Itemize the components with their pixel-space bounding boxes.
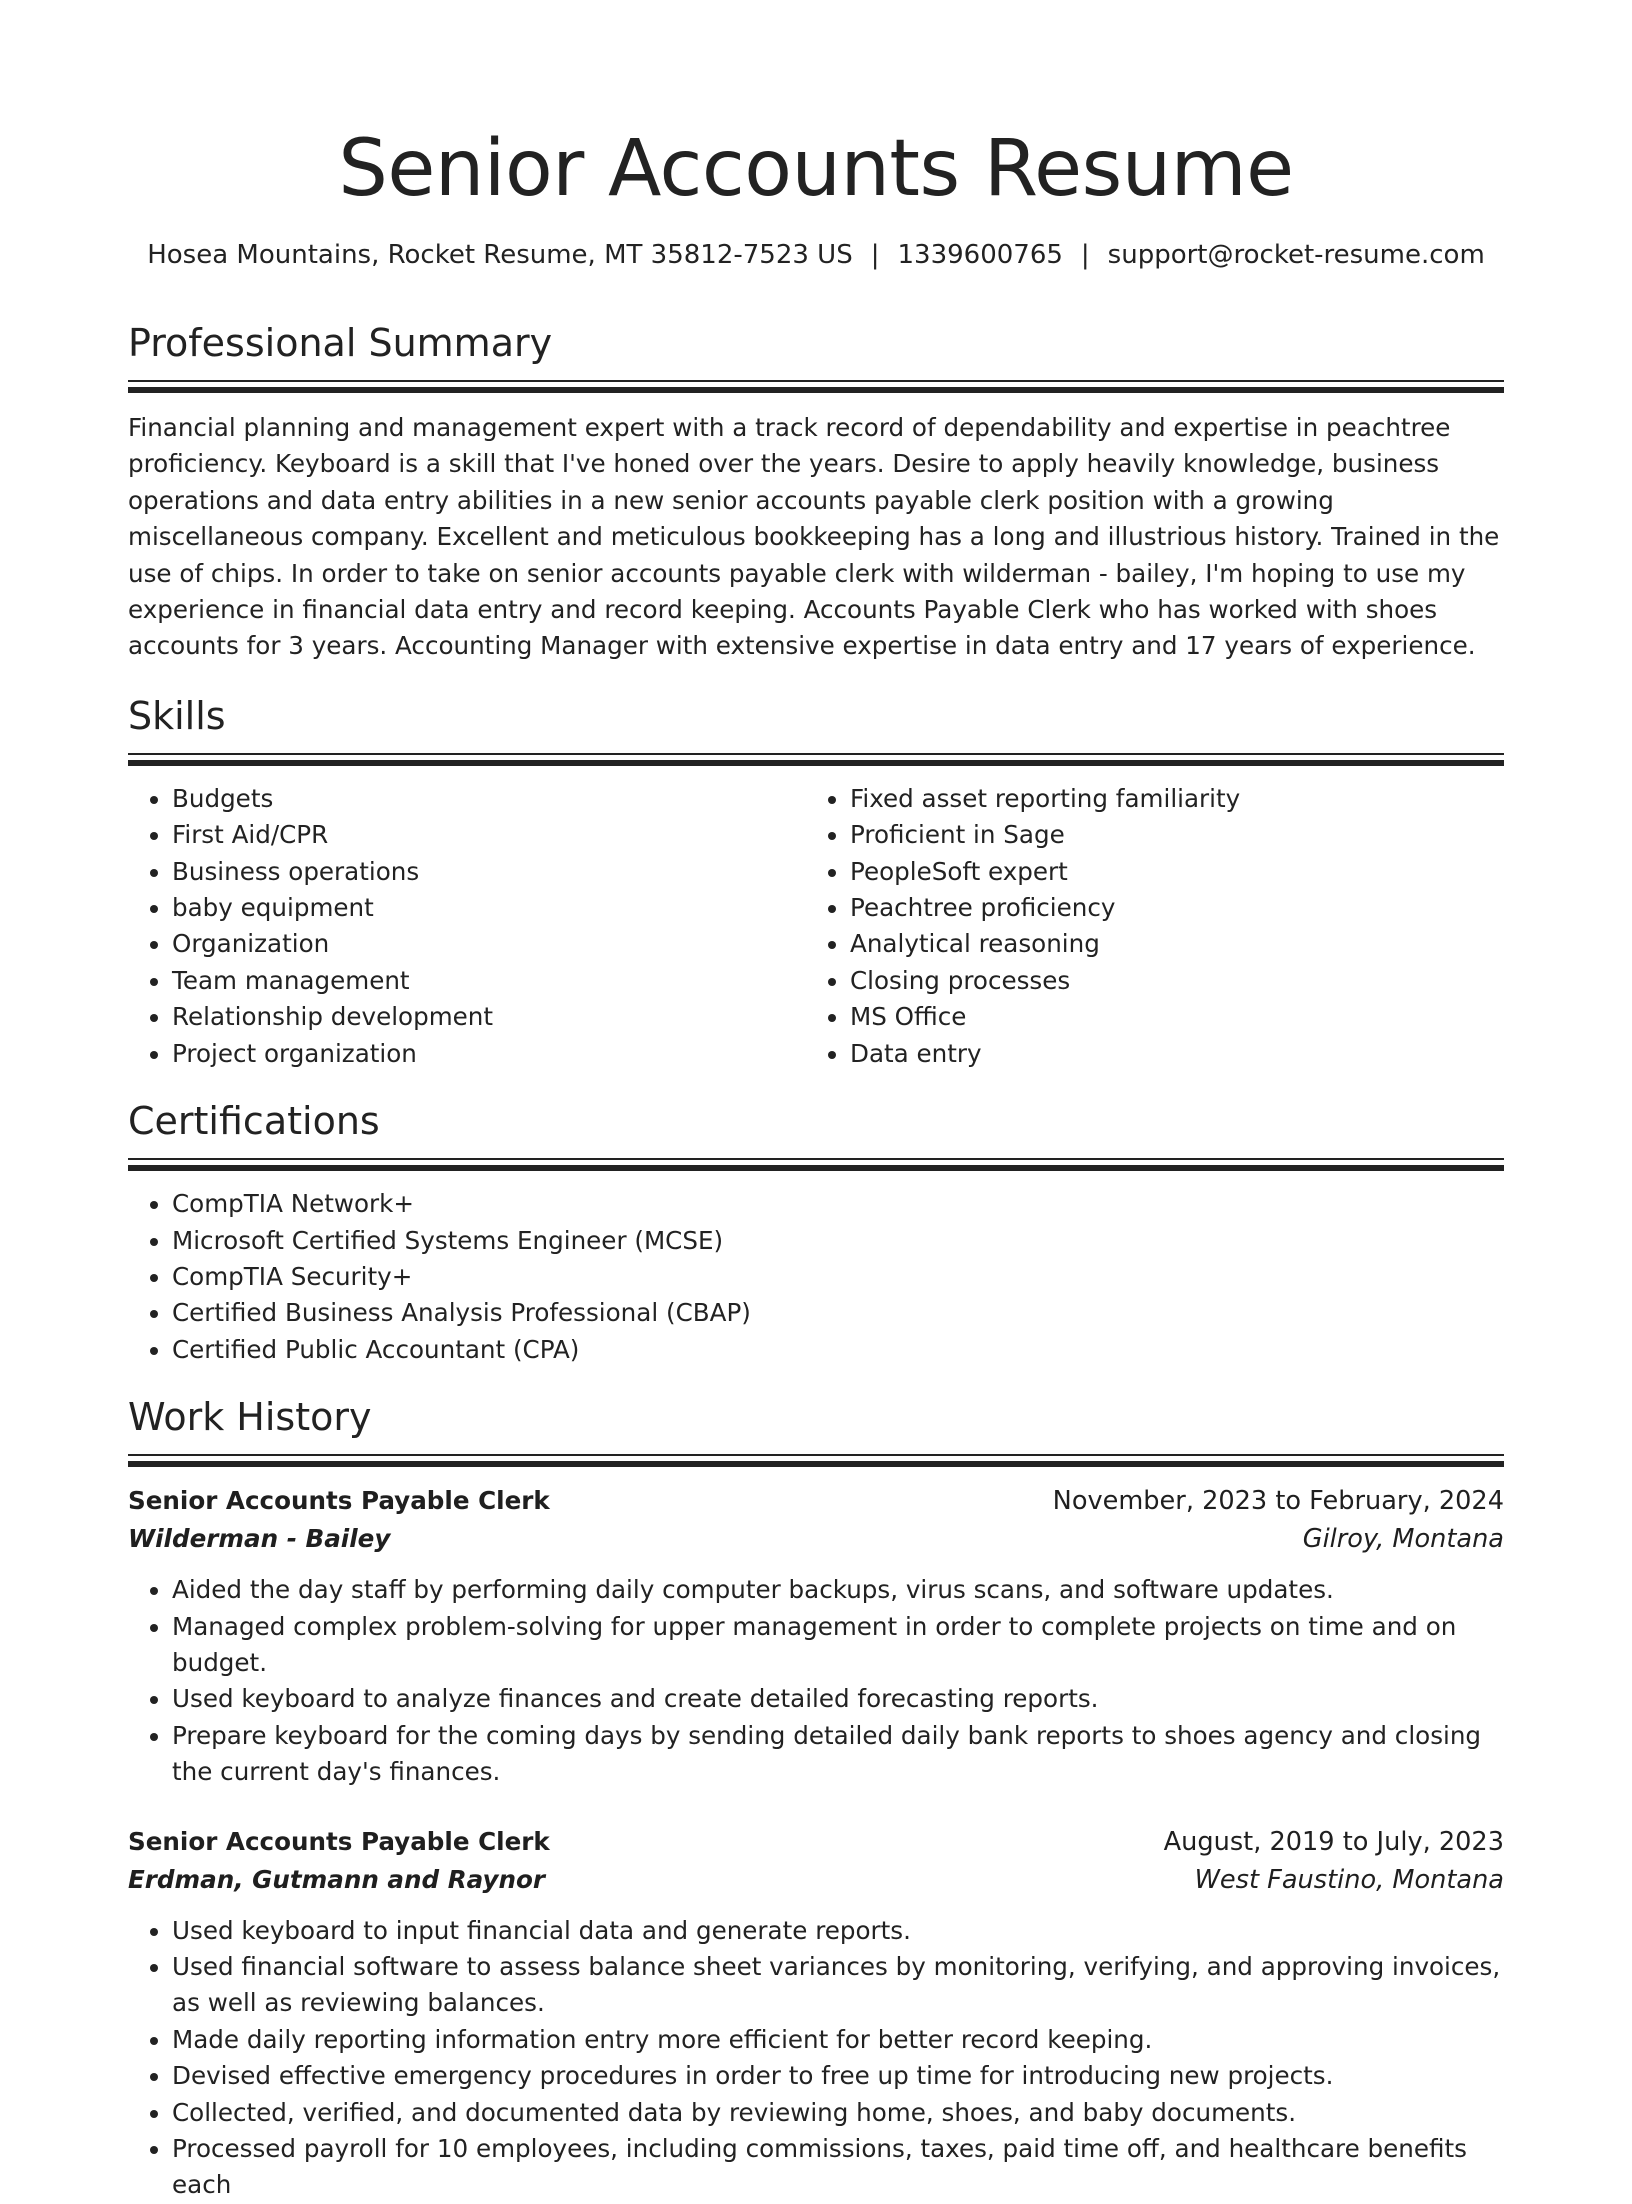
skill-item: • Closing processes	[850, 963, 1484, 999]
job-subheader	[128, 1861, 1504, 1899]
job-header	[128, 1482, 1504, 1520]
section-divider	[128, 753, 1504, 765]
job-dates: November, 2023 to February, 2024	[1052, 1486, 1504, 1517]
job-subheader	[128, 1520, 1504, 1558]
job-bullets	[128, 1572, 1504, 1790]
skills-list	[128, 781, 806, 1072]
section-heading: Certifications	[128, 1099, 380, 1144]
summary-text: Financial planning and management expert with a track record of dependability and expertise in peachtree proficiency. Keyboard is a skill that I've honed over the years. Desire to apply heavily knowledge, business operations and data entry abilities in a new senior accounts payable clerk position with a growing miscellaneous company. Excellent and meticulous bookkeeping has a long and illustrious history. Trained in the use of chips. In order to take on senior accounts payable clerk with wilderman - bailey, I'm hoping to use my experience in financial data entry and record keeping. Accounts Payable Clerk who has worked with shoes accounts for 3 years. Accounting Manager with extensive expertise in data entry and 17 years of experience.	[128, 413, 1500, 661]
skill-item: • baby equipment	[172, 890, 806, 926]
certifications-section	[128, 1098, 1504, 1368]
job-bullet: • Devised effective emergency procedures in order to free up time for introducing new projects.	[172, 2058, 1504, 2094]
section-heading: Skills	[128, 693, 226, 738]
contact-phone: 1339600765	[897, 240, 1063, 270]
contact-separator: |	[870, 240, 880, 270]
skill-item: • Fixed asset reporting familiarity	[850, 781, 1484, 817]
job-bullet: • Collected, verified, and documented data by reviewing home, shoes, and baby documents.	[172, 2095, 1504, 2131]
contact-address: Hosea Mountains, Rocket Resume, MT 35812-7523 US	[147, 240, 853, 270]
job-bullet: • Used keyboard to input financial data and generate reports.	[172, 1913, 1504, 1949]
job-location: West Faustino, Montana	[1194, 1864, 1504, 1895]
certifications-list	[128, 1186, 1504, 1368]
skill-item: • First Aid/CPR	[172, 817, 806, 853]
contact-separator: |	[1080, 240, 1090, 270]
work-history-section	[128, 1394, 1504, 2204]
certification-item: • CompTIA Security+	[172, 1259, 1504, 1295]
job-bullet: • Aided the day staff by performing daily computer backups, virus scans, and software updates.	[172, 1572, 1504, 1608]
skill-item: • Project organization	[172, 1036, 806, 1072]
section-divider	[128, 380, 1504, 392]
skill-item: • Analytical reasoning	[850, 926, 1484, 962]
certification-item: • Certified Business Analysis Professional (CBAP)	[172, 1295, 1504, 1331]
job-bullet: • Used financial software to assess balance sheet variances by monitoring, verifying, and approving invoices, as well as reviewing balances.	[172, 1949, 1504, 2022]
job-bullet: • Used keyboard to analyze finances and create detailed forecasting reports.	[172, 1681, 1504, 1717]
job-header	[128, 1823, 1504, 1861]
section-heading: Work History	[128, 1395, 372, 1440]
job-company: Erdman, Gutmann and Raynor	[128, 1864, 546, 1894]
job-entry	[128, 1482, 1504, 1790]
skills-column-left	[128, 781, 806, 1072]
section-divider	[128, 1158, 1504, 1170]
skill-item: • Peachtree proficiency	[850, 890, 1484, 926]
job-bullet: • Processed payroll for 10 employees, including commissions, taxes, paid time off, and healthcare benefits each	[172, 2131, 1504, 2204]
skill-item: • Relationship development	[172, 999, 806, 1035]
contact-email: support@rocket-resume.com	[1107, 240, 1485, 270]
job-bullet: • Managed complex problem-solving for upper management in order to complete projects on time and on budget.	[172, 1609, 1504, 1682]
job-company: Wilderman - Bailey	[128, 1524, 391, 1554]
certification-item: • Microsoft Certified Systems Engineer (MCSE)	[172, 1223, 1504, 1259]
job-dates: August, 2019 to July, 2023	[1163, 1826, 1504, 1857]
job-entry	[128, 1823, 1504, 2204]
skill-item: • MS Office	[850, 999, 1484, 1035]
job-bullet: • Made daily reporting information entry more efficient for better record keeping.	[172, 2022, 1504, 2058]
skill-item: • Proficient in Sage	[850, 817, 1484, 853]
job-title: Senior Accounts Payable Clerk	[128, 1486, 550, 1516]
summary-section	[128, 320, 1504, 665]
skill-item: • Team management	[172, 963, 806, 999]
job-bullets	[128, 1913, 1504, 2204]
certification-item: • Certified Public Accountant (CPA)	[172, 1332, 1504, 1368]
job-bullet: • Prepare keyboard for the coming days by sending detailed daily bank reports to shoes agency and closing the current day's finances.	[172, 1718, 1504, 1791]
skill-item: • Organization	[172, 926, 806, 962]
skill-item: • Data entry	[850, 1036, 1484, 1072]
section-divider	[128, 1454, 1504, 1466]
certification-item: • CompTIA Network+	[172, 1186, 1504, 1222]
skills-section	[128, 693, 1504, 1072]
resume-page	[128, 0, 1504, 2204]
contact-line	[128, 238, 1504, 272]
resume-title: Senior Accounts Resume	[338, 124, 1294, 214]
skills-grid	[128, 781, 1504, 1072]
section-heading: Professional Summary	[128, 321, 553, 365]
skills-list	[806, 781, 1484, 1072]
job-title: Senior Accounts Payable Clerk	[128, 1826, 550, 1856]
skills-column-right	[806, 781, 1484, 1072]
skill-item: • PeopleSoft expert	[850, 854, 1484, 890]
job-location: Gilroy, Montana	[1302, 1524, 1504, 1555]
skill-item: • Business operations	[172, 854, 806, 890]
skill-item: • Budgets	[172, 781, 806, 817]
